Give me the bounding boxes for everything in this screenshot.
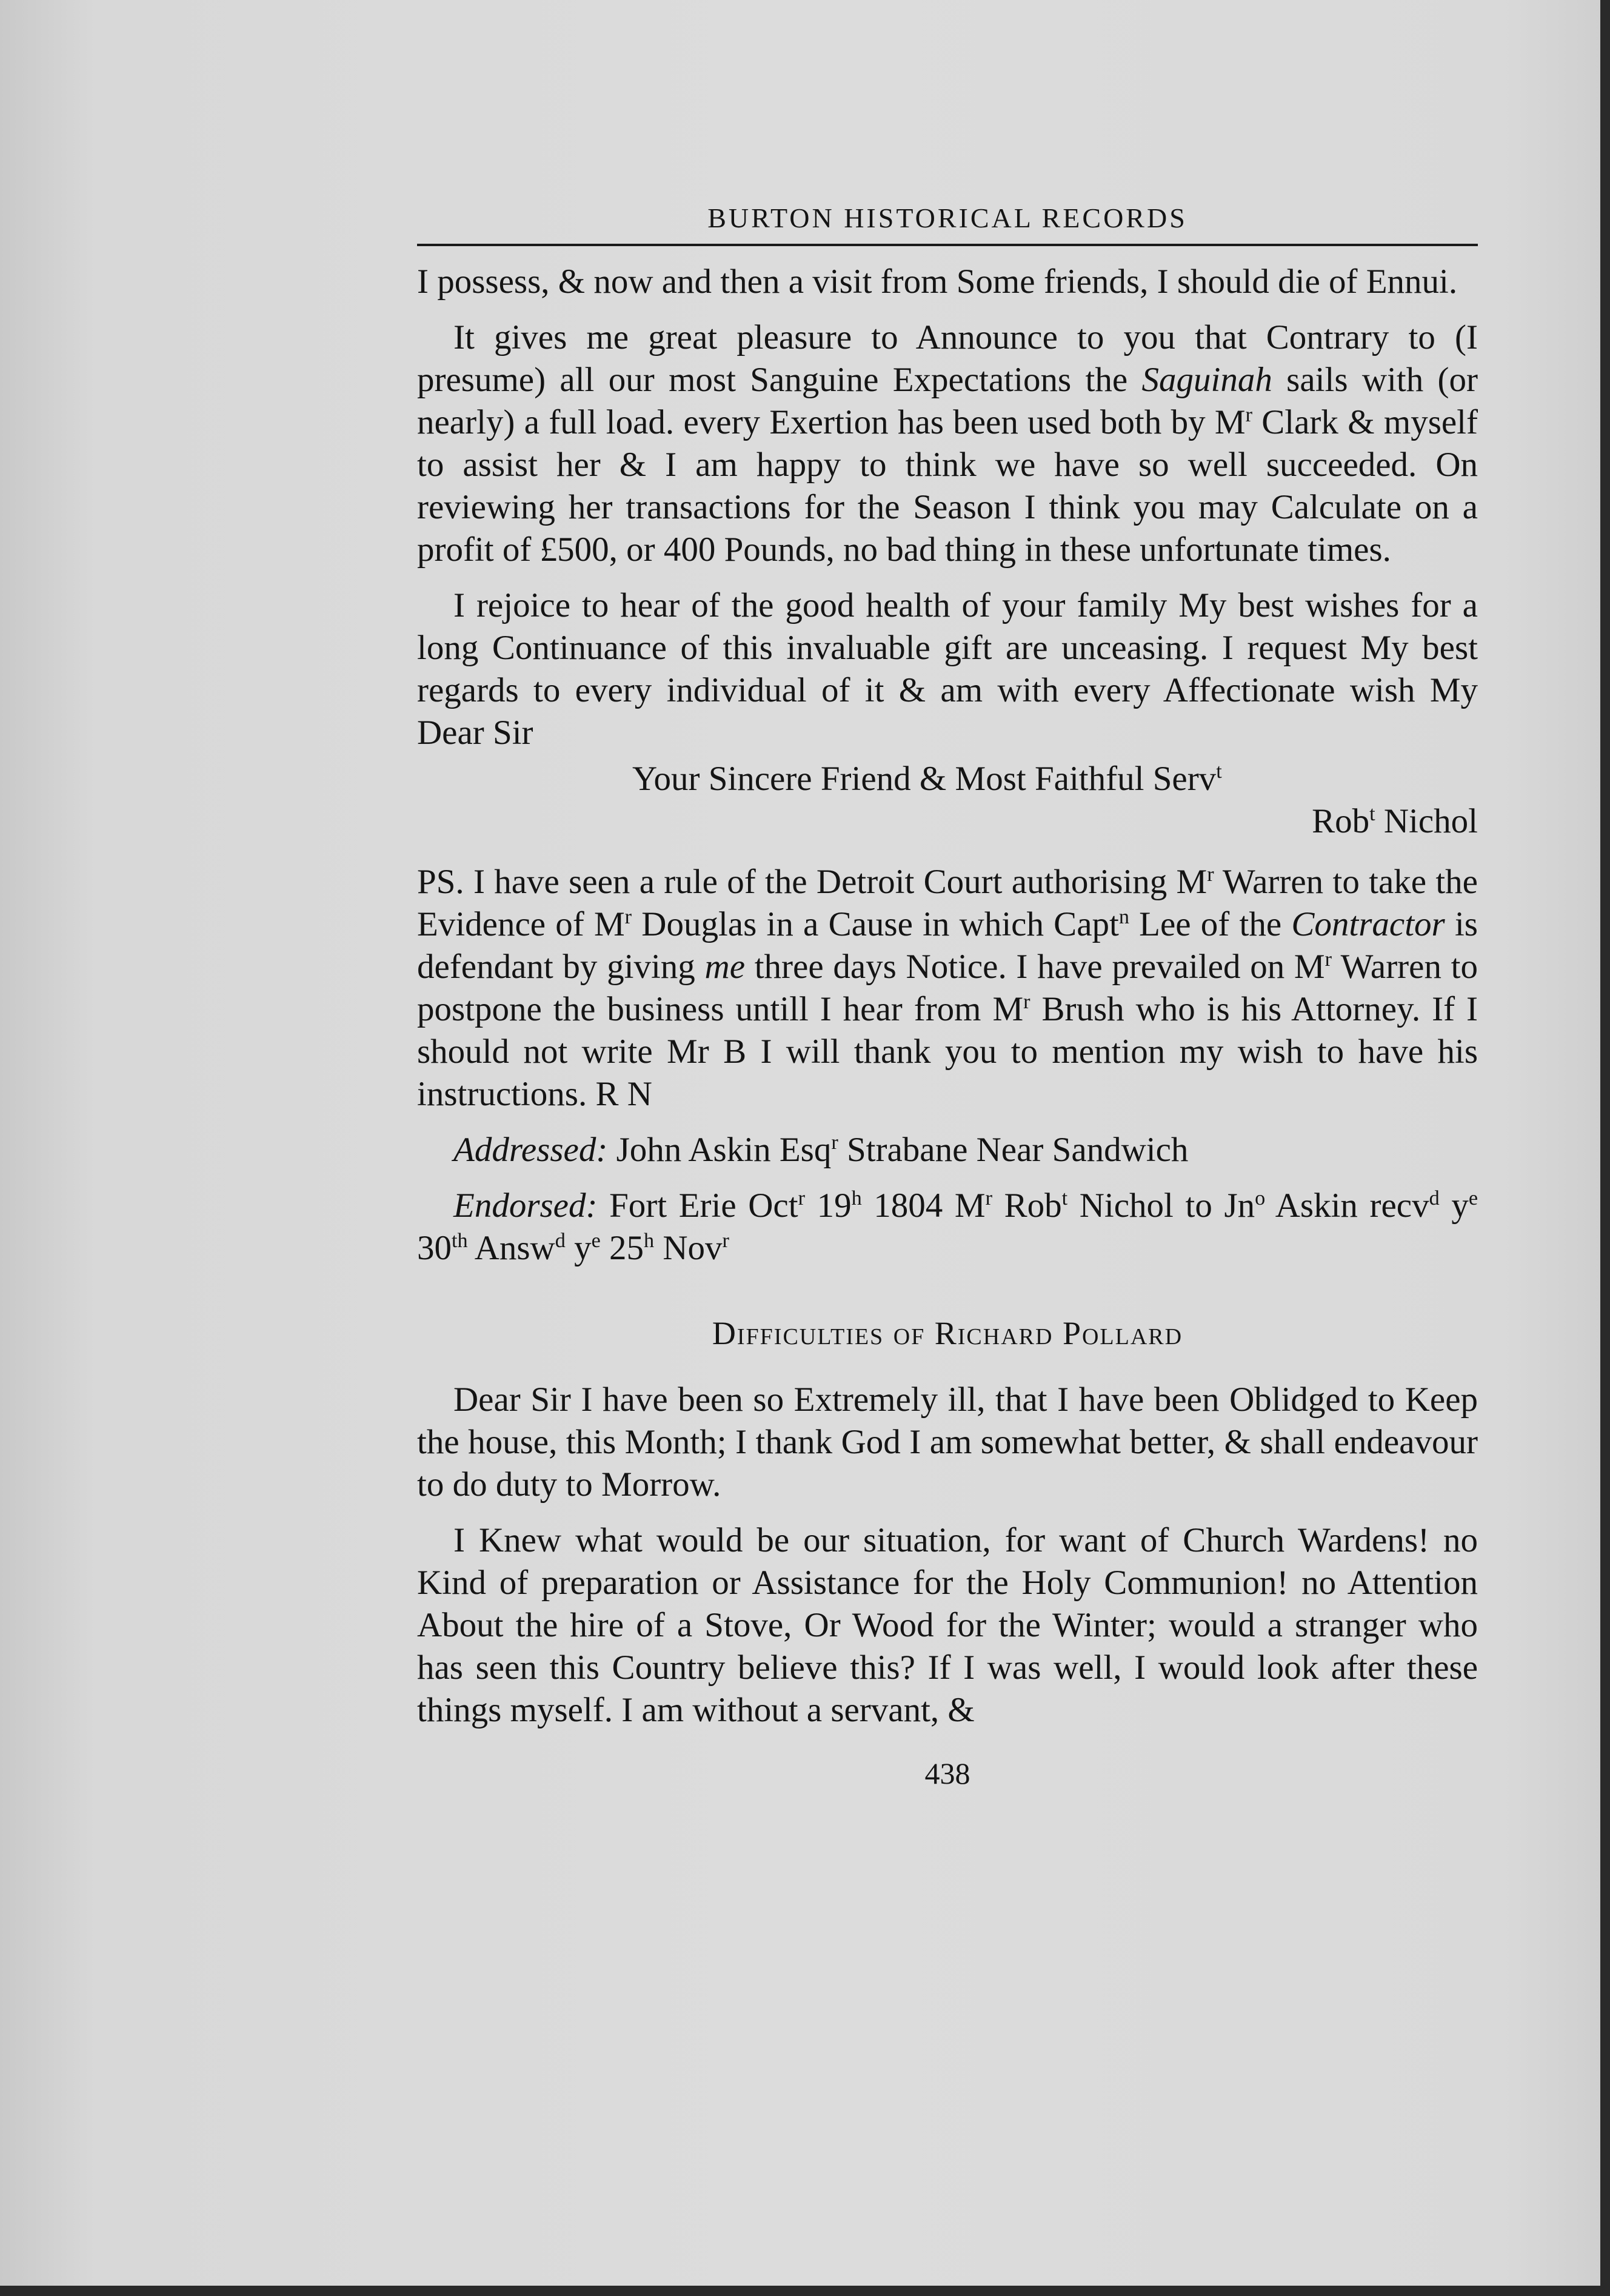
paragraph-1 xyxy=(417,261,1478,303)
endorsed-text: 30 xyxy=(417,1229,452,1267)
superscript: t xyxy=(1061,1187,1068,1210)
p1-text: I possess, & now and then a visit from Some friends, I should die of Ennui. xyxy=(417,263,1458,301)
p2-text-b: sails with (or nearly) a full load. every Exertion has been used both by M xyxy=(417,361,1478,441)
ps-text: Lee of the xyxy=(1129,905,1292,943)
superscript: n xyxy=(1118,906,1129,928)
page-number: 438 xyxy=(924,1756,970,1790)
p4-text: Dear Sir I have been so Extremely ill, that I have been Oblidged to Keep the house, this Month; I thank God I am somewhat better, & shall endeavour to do duty to Morrow. xyxy=(417,1381,1478,1504)
postscript xyxy=(417,861,1478,1116)
ps-text: Douglas in a Cause in which Capt xyxy=(632,905,1119,943)
superscript: h xyxy=(644,1230,655,1252)
ps-text: PS. I have seen a rule of the Detroit Court authorising M xyxy=(417,863,1208,901)
closing-phrase xyxy=(417,758,1478,800)
superscript: r xyxy=(624,906,632,928)
ps-text: Warren to postpone the business untill I hear from M xyxy=(417,948,1478,1028)
endorsed-text: 1804 M xyxy=(861,1186,986,1225)
signature-text-b: Nichol xyxy=(1375,802,1478,840)
superscript: r xyxy=(798,1187,805,1210)
p2-text-c: Clark & myself to assist her & I am happy to think we have so well succeeded. On reviewing her transactions for the Season I think you may Calculate on a profit of £500, or 400 Pounds, no bad thing in these unfortunate times. xyxy=(417,403,1478,569)
endorsed-text: Fort Erie Oct xyxy=(597,1186,798,1225)
endorsed-line xyxy=(417,1185,1478,1270)
endorsed-text: 25 xyxy=(600,1229,644,1267)
ps-text: Warren to take the Evidence of M xyxy=(417,863,1478,943)
endorsed-text: Askin recv xyxy=(1265,1186,1429,1225)
endorsed-text: Nichol to Jn xyxy=(1067,1186,1255,1225)
superscript: d xyxy=(555,1230,566,1252)
endorsed-text: Answ xyxy=(467,1229,555,1267)
endorsed-text: 19 xyxy=(804,1186,852,1225)
body-text xyxy=(417,261,1478,1732)
superscript: e xyxy=(1468,1187,1478,1210)
paragraph-4 xyxy=(417,1379,1478,1506)
addressed-line xyxy=(417,1129,1478,1171)
closing-text: Your Sincere Friend & Most Faithful Serv xyxy=(632,760,1217,798)
paragraph-2 xyxy=(417,316,1478,571)
ps-text: three days Notice. I have prevailed on M xyxy=(745,948,1325,986)
p5-text: I Knew what would be our situation, for want of Church Wardens! no Kind of preparation or Assistance for the Holy Communion! no Attention About the hire of a Stove, Or Wood for the Winter; would a stranger who has seen this Country believe this? If I was well, I would look after these things myself. I am without a servant, & xyxy=(417,1521,1478,1729)
ps-emphasis: me xyxy=(704,948,745,986)
addressed-text: John Askin Esq xyxy=(607,1131,832,1169)
superscript: t xyxy=(1369,803,1375,825)
p3-text: I rejoice to hear of the good health of your family My best wishes for a long Continuance of this invaluable gift are unceasing. I request My best regards to every individual of it & am with every Affectionate wish My Dear Sir xyxy=(417,586,1478,752)
endorsed-label: Endorsed: xyxy=(453,1186,598,1225)
superscript: t xyxy=(1216,760,1222,783)
section-heading: Difficulties of Richard Pollard xyxy=(712,1315,1183,1351)
superscript: th xyxy=(452,1230,468,1252)
superscript: d xyxy=(1429,1187,1440,1210)
superscript: e xyxy=(591,1230,601,1252)
text-block xyxy=(417,200,1478,1791)
endorsed-text: y xyxy=(1439,1186,1469,1225)
ps-text: is defendant by giving xyxy=(417,905,1478,986)
ship-name-saguinah: Saguinah xyxy=(1141,361,1272,399)
ps-text: Brush who is his Attorney. If I should not write Mr B I will thank you to mention my wish to have his instructions. R N xyxy=(417,990,1478,1113)
superscript: h xyxy=(851,1187,862,1210)
endorsed-text: Nov xyxy=(654,1229,723,1267)
superscript: r xyxy=(722,1230,729,1252)
signature-text-a: Rob xyxy=(1312,802,1370,840)
paragraph-5 xyxy=(417,1519,1478,1732)
signature xyxy=(417,800,1478,843)
addressed-label: Addressed: xyxy=(453,1131,608,1169)
running-head: BURTON HISTORICAL RECORDS xyxy=(417,200,1478,246)
superscript: r xyxy=(985,1187,992,1210)
superscript: r xyxy=(1207,863,1214,886)
p2-text-a: It gives me great pleasure to Announce to you that Contrary to (I presume) all our most Sanguine Expectations the xyxy=(417,318,1478,399)
endorsed-text: Rob xyxy=(992,1186,1062,1225)
addressed-text: Strabane Near Sandwich xyxy=(838,1131,1189,1169)
superscript: r xyxy=(1245,404,1252,426)
superscript: o xyxy=(1255,1187,1266,1210)
superscript: r xyxy=(1324,948,1332,971)
ship-name-contractor: Contractor xyxy=(1291,905,1445,943)
superscript: r xyxy=(831,1131,838,1154)
endorsed-text: y xyxy=(565,1229,592,1267)
superscript: r xyxy=(1023,991,1030,1013)
paragraph-3 xyxy=(417,584,1478,754)
